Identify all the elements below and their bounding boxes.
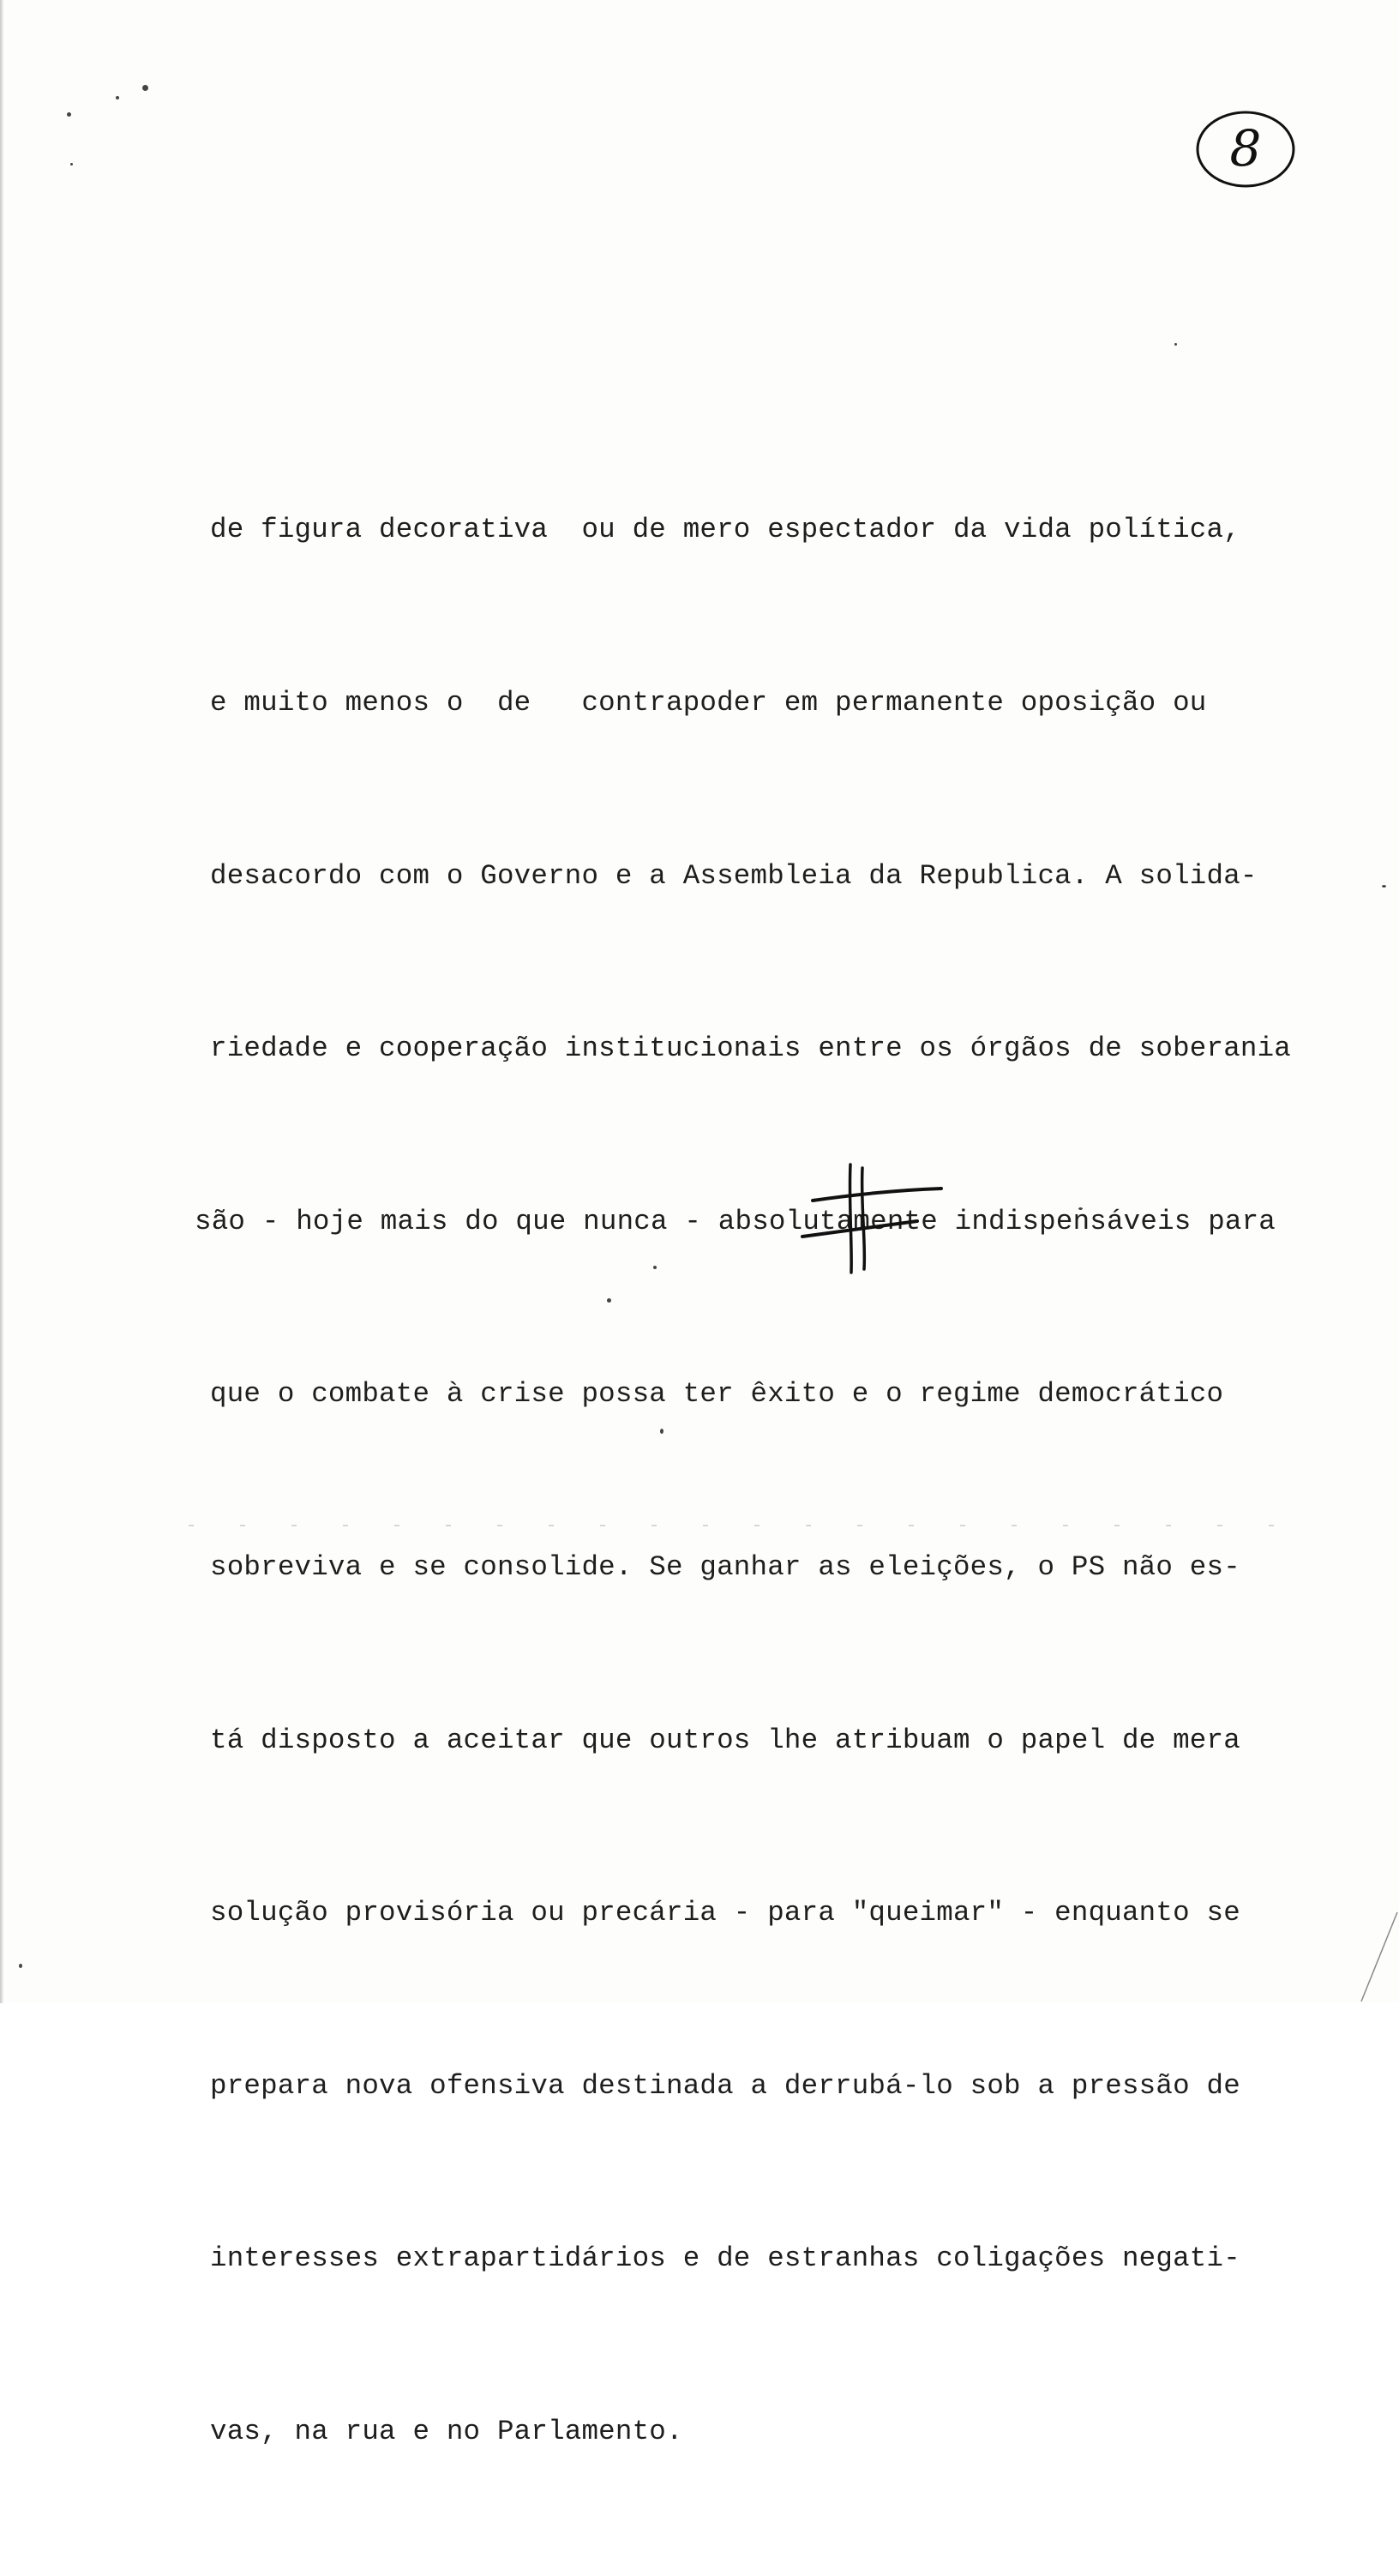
scan-speck	[19, 1964, 22, 1968]
text-line: e muito menos o de contrapoder em permanente oposição ou	[210, 687, 1207, 719]
text-line: são - hoje mais do que nunca - absolutamente indispensáveis para	[195, 1205, 1276, 1237]
text-line: desacordo com o Governo e a Assembleia da Republica. A solida-	[210, 859, 1258, 892]
scan-speck	[142, 85, 148, 91]
page-number: 8	[1229, 119, 1262, 178]
page-number-circled	[1194, 107, 1297, 191]
scan-speck	[70, 163, 73, 166]
text-line: solução provisória ou precária - para "queimar" - enquanto se	[210, 1897, 1240, 1929]
text-line: tá disposto a aceitar que outros lhe atribuam o papel de mera	[210, 1724, 1240, 1756]
text-line: vas, na rua e no Parlamento.	[210, 2415, 683, 2447]
text-line: riedade e cooperação institucionais entre os órgãos de soberania	[210, 1032, 1292, 1065]
scan-speck	[1382, 885, 1386, 888]
page-number-circle-icon	[1194, 107, 1297, 191]
scan-speck	[67, 112, 71, 117]
scan-corner-line	[1359, 1912, 1399, 2003]
end-of-text-mark	[797, 1158, 943, 1278]
scan-left-edge	[0, 0, 3, 2003]
text-line: interesses extrapartidários e de estranhas coligações negati-	[210, 2242, 1240, 2275]
hash-mark-icon	[797, 1158, 943, 1278]
text-line: de figura decorativa ou de mero espectador da vida política,	[210, 514, 1240, 546]
text-line: prepara nova ofensiva destinada a derrubá-lo sob a pressão de	[210, 2069, 1240, 2102]
body-paragraph	[195, 386, 1359, 2576]
text-line: sobreviva e se consolide. Se ganhar as eleições, o PS não es-	[210, 1550, 1240, 1583]
scan-speck	[1174, 343, 1177, 346]
text-line: que o combate à crise possa ter êxito e o regime democrático	[210, 1378, 1224, 1411]
scan-speck	[116, 96, 119, 99]
